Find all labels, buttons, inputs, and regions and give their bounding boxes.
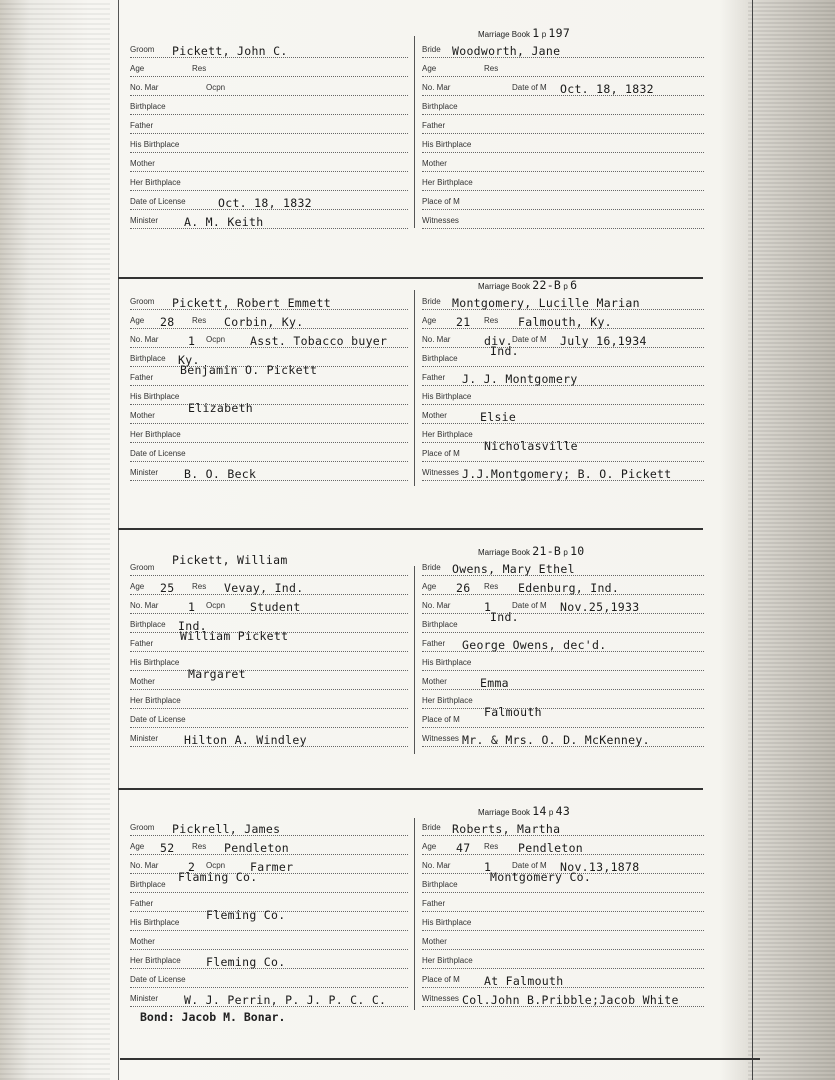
groom-his-birthplace-field-label: His Birthplace bbox=[130, 658, 180, 667]
bride-her-birthplace-field-label: Her Birthplace bbox=[422, 696, 473, 705]
bride-father-field-label: Father bbox=[422, 121, 446, 130]
groom-date-of-license-field-value: Oct. 18, 1832 bbox=[218, 196, 312, 210]
bride-age-res-field-label: Age bbox=[422, 64, 437, 73]
groom-age-res-field-label: Age bbox=[130, 582, 145, 591]
bride-his-birthplace-field-label: His Birthplace bbox=[422, 658, 472, 667]
bride-nomar-date-field-label: No. Mar bbox=[422, 861, 451, 870]
bride-age-res-field-value: 47 bbox=[456, 841, 471, 855]
groom-father-field bbox=[130, 116, 408, 134]
film-edge-left bbox=[0, 0, 110, 1080]
groom-age-res-field bbox=[130, 577, 408, 595]
bride-name-field-label: Bride bbox=[422, 297, 441, 306]
groom-name-field bbox=[130, 40, 408, 58]
groom-mother-field-label: Mother bbox=[130, 937, 155, 946]
groom-date-of-license-field bbox=[130, 970, 408, 988]
bride-age-res-field bbox=[422, 837, 704, 855]
bride-age-res-field-second-label: Res bbox=[484, 582, 499, 591]
bride-father-field bbox=[422, 368, 704, 386]
bride-place-of-m-field bbox=[422, 970, 704, 988]
groom-minister-field bbox=[130, 729, 408, 747]
groom-his-birthplace-field-label: His Birthplace bbox=[130, 392, 180, 401]
groom-nomar-ocpn-field bbox=[130, 78, 408, 96]
bride-age-res-field-label: Age bbox=[422, 316, 437, 325]
bride-his-birthplace-field-label: His Birthplace bbox=[422, 392, 472, 401]
groom-father-field bbox=[130, 629, 408, 652]
groom-age-res-field-second-label: Res bbox=[192, 842, 207, 851]
bride-witnesses-field-value: Col.John B.Pribble;Jacob White bbox=[462, 993, 679, 1007]
bride-birthplace-field-label: Birthplace bbox=[422, 880, 458, 889]
bride-his-birthplace-field bbox=[422, 135, 704, 153]
groom-nomar-ocpn-field-label: No. Mar bbox=[130, 601, 159, 610]
groom-mother-field-label: Mother bbox=[130, 677, 155, 686]
bride-age-res-field-second-label: Res bbox=[484, 316, 499, 325]
marriage-book-label: Marriage Book bbox=[478, 30, 533, 39]
groom-father-field-label: Father bbox=[130, 373, 154, 382]
groom-birthplace-field-label: Birthplace bbox=[130, 102, 166, 111]
bride-place-of-m-field-label: Place of M bbox=[422, 449, 460, 458]
groom-name-field bbox=[130, 292, 408, 310]
bride-age-res-field-second-label: Res bbox=[484, 842, 499, 851]
groom-her-birthplace-field-label: Her Birthplace bbox=[130, 956, 181, 965]
bride-nomar-date-field-label: No. Mar bbox=[422, 83, 451, 92]
groom-birthplace-field bbox=[130, 870, 408, 893]
right-margin-line bbox=[752, 0, 753, 1080]
bride-mother-field-label: Mother bbox=[422, 411, 447, 420]
groom-minister-field bbox=[130, 463, 408, 481]
groom-nomar-ocpn-field-second-label: Ocpn bbox=[206, 335, 226, 344]
bride-name-field-value: Roberts, Martha bbox=[452, 822, 561, 836]
groom-her-birthplace-field-value: Fleming Co. bbox=[206, 955, 286, 969]
bride-name-field bbox=[422, 292, 704, 310]
bride-witnesses-field bbox=[422, 989, 704, 1007]
bride-place-of-m-field-label: Place of M bbox=[422, 197, 460, 206]
groom-minister-field-value: B. O. Beck bbox=[184, 467, 257, 481]
groom-date-of-license-field bbox=[130, 710, 408, 728]
marriage-book-page: 10 bbox=[570, 544, 585, 558]
column-divider bbox=[414, 290, 415, 486]
groom-nomar-ocpn-field bbox=[130, 856, 408, 874]
bride-name-field-value: Owens, Mary Ethel bbox=[452, 562, 575, 576]
bride-her-birthplace-field-label: Her Birthplace bbox=[422, 178, 473, 187]
groom-birthplace-field bbox=[130, 97, 408, 115]
groom-minister-field-label: Minister bbox=[130, 216, 159, 225]
bride-mother-field bbox=[422, 406, 704, 424]
marriage-book-number: 21-B bbox=[532, 544, 562, 558]
bride-father-field-label: Father bbox=[422, 639, 446, 648]
marriage-book-number: 1 bbox=[532, 26, 540, 40]
bride-place-of-m-field bbox=[422, 192, 704, 210]
groom-mother-field bbox=[130, 154, 408, 172]
bride-name-field-value: Montgomery, Lucille Marian bbox=[452, 296, 640, 310]
groom-her-birthplace-field-label: Her Birthplace bbox=[130, 430, 181, 439]
bride-birthplace-field-value: Ind. bbox=[490, 610, 519, 624]
groom-nomar-ocpn-field bbox=[130, 596, 408, 614]
bride-name-field bbox=[422, 818, 704, 836]
bride-mother-field bbox=[422, 154, 704, 172]
bottom-line bbox=[120, 1058, 760, 1060]
marriage-book-page: 6 bbox=[570, 278, 578, 292]
bride-birthplace-field bbox=[422, 97, 704, 115]
groom-mother-field-label: Mother bbox=[130, 411, 155, 420]
groom-age-res-field bbox=[130, 59, 408, 77]
bride-place-of-m-field-value: Nicholasville bbox=[484, 439, 578, 453]
bride-nomar-date-field-second-value: July 16,1934 bbox=[560, 334, 647, 348]
column-divider bbox=[414, 36, 415, 228]
bond-note: Bond: Jacob M. Bonar. bbox=[140, 1010, 286, 1024]
bride-nomar-date-field-value: div. bbox=[484, 334, 513, 348]
bride-age-res-field-value: 26 bbox=[456, 581, 471, 595]
groom-mother-field-value: Elizabeth bbox=[188, 401, 254, 415]
bride-witnesses-field bbox=[422, 729, 704, 747]
groom-nomar-ocpn-field bbox=[130, 330, 408, 348]
record-separator bbox=[118, 277, 703, 279]
bride-place-of-m-field-label: Place of M bbox=[422, 975, 460, 984]
bride-father-field-value: J. J. Montgomery bbox=[462, 372, 578, 386]
bride-birthplace-field-label: Birthplace bbox=[422, 354, 458, 363]
bride-nomar-date-field-label: No. Mar bbox=[422, 601, 451, 610]
groom-mother-field bbox=[130, 667, 408, 690]
bride-birthplace-field-label: Birthplace bbox=[422, 102, 458, 111]
bride-age-res-field-second-value: Edenburg, Ind. bbox=[518, 581, 620, 595]
groom-father-field-label: Father bbox=[130, 121, 154, 130]
groom-her-birthplace-field bbox=[130, 691, 408, 709]
bride-place-of-m-field bbox=[422, 705, 704, 728]
bride-nomar-date-field-label: No. Mar bbox=[422, 335, 451, 344]
film-edge-right bbox=[748, 0, 835, 1080]
bride-age-res-field bbox=[422, 577, 704, 595]
marriage-book-page: 43 bbox=[555, 804, 571, 818]
groom-minister-field bbox=[130, 989, 408, 1007]
column-divider bbox=[414, 566, 415, 754]
marriage-book-header bbox=[478, 544, 585, 558]
groom-birthplace-field-label: Birthplace bbox=[130, 880, 166, 889]
bride-nomar-date-field bbox=[422, 78, 704, 96]
groom-name-field-value: Pickrell, James bbox=[172, 822, 281, 836]
groom-mother-field bbox=[130, 932, 408, 950]
bride-his-birthplace-field bbox=[422, 653, 704, 671]
bride-place-of-m-field-value: Falmouth bbox=[484, 705, 542, 719]
groom-nomar-ocpn-field-second-label: Ocpn bbox=[206, 83, 226, 92]
groom-date-of-license-field-label: Date of License bbox=[130, 197, 186, 206]
groom-nomar-ocpn-field-value: 1 bbox=[188, 334, 196, 348]
groom-date-of-license-field-label: Date of License bbox=[130, 975, 186, 984]
bride-nomar-date-field-second-label: Date of M bbox=[512, 83, 547, 92]
groom-his-birthplace-field-value: Fleming Co. bbox=[206, 908, 286, 922]
bride-mother-field bbox=[422, 932, 704, 950]
bride-birthplace-field bbox=[422, 870, 704, 893]
bride-birthplace-field-value: Ind. bbox=[490, 344, 519, 358]
bride-age-res-field bbox=[422, 59, 704, 77]
groom-nomar-ocpn-field-value: 2 bbox=[188, 860, 196, 874]
groom-age-res-field-value: 25 bbox=[160, 581, 175, 595]
groom-age-res-field-label: Age bbox=[130, 842, 145, 851]
bride-mother-field-value: Elsie bbox=[480, 410, 517, 424]
column-divider bbox=[414, 818, 415, 1010]
groom-minister-field bbox=[130, 211, 408, 229]
bride-name-field-label: Bride bbox=[422, 563, 441, 572]
page-prefix-label: p bbox=[561, 548, 571, 557]
bride-father-field-value: George Owens, dec'd. bbox=[462, 638, 607, 652]
bride-her-birthplace-field bbox=[422, 691, 704, 709]
bride-father-field-label: Father bbox=[422, 899, 446, 908]
left-margin-line bbox=[118, 0, 119, 1080]
bride-place-of-m-field-value: At Falmouth bbox=[484, 974, 564, 988]
groom-nomar-ocpn-field-second-label: Ocpn bbox=[206, 861, 226, 870]
groom-name-field-label: Groom bbox=[130, 823, 155, 832]
bride-father-field-label: Father bbox=[422, 373, 446, 382]
bride-age-res-field-second-value: Pendleton bbox=[518, 841, 584, 855]
groom-her-birthplace-field-label: Her Birthplace bbox=[130, 178, 181, 187]
record-separator bbox=[118, 528, 703, 530]
groom-nomar-ocpn-field-value: 1 bbox=[188, 600, 196, 614]
bride-his-birthplace-field-label: His Birthplace bbox=[422, 918, 472, 927]
groom-date-of-license-field bbox=[130, 192, 408, 210]
groom-age-res-field-value: 52 bbox=[160, 841, 175, 855]
bride-witnesses-field-label: Witnesses bbox=[422, 734, 459, 743]
bride-birthplace-field-value: Montgomery Co. bbox=[490, 870, 592, 884]
groom-date-of-license-field-label: Date of License bbox=[130, 449, 186, 458]
groom-name-field-value: Pickett, William bbox=[172, 553, 288, 567]
marriage-book-label: Marriage Book bbox=[478, 548, 533, 557]
groom-birthplace-field-value: Ind. bbox=[178, 619, 207, 633]
marriage-book-header bbox=[478, 26, 570, 40]
bride-his-birthplace-field bbox=[422, 913, 704, 931]
bride-mother-field bbox=[422, 672, 704, 690]
groom-his-birthplace-field bbox=[130, 135, 408, 153]
bride-witnesses-field bbox=[422, 463, 704, 481]
bride-nomar-date-field-second-value: Nov.25,1933 bbox=[560, 600, 640, 614]
marriage-book-number: 14 bbox=[532, 804, 547, 818]
groom-age-res-field-second-value: Vevay, Ind. bbox=[224, 581, 304, 595]
bride-mother-field-value: Emma bbox=[480, 676, 509, 690]
groom-name-field-value: Pickett, John C. bbox=[172, 44, 288, 58]
groom-father-field bbox=[130, 363, 408, 386]
groom-age-res-field-label: Age bbox=[130, 64, 145, 73]
bride-nomar-date-field bbox=[422, 330, 704, 348]
bride-her-birthplace-field bbox=[422, 173, 704, 191]
groom-mother-field bbox=[130, 401, 408, 424]
bride-his-birthplace-field bbox=[422, 387, 704, 405]
bride-age-res-field-label: Age bbox=[422, 842, 437, 851]
groom-minister-field-label: Minister bbox=[130, 468, 159, 477]
bride-witnesses-field-label: Witnesses bbox=[422, 994, 459, 1003]
groom-age-res-field-value: 28 bbox=[160, 315, 175, 329]
marriage-book-header bbox=[478, 804, 570, 818]
bride-father-field bbox=[422, 634, 704, 652]
groom-her-birthplace-field bbox=[130, 951, 408, 969]
bride-father-field bbox=[422, 894, 704, 912]
bride-place-of-m-field bbox=[422, 439, 704, 462]
groom-nomar-ocpn-field-label: No. Mar bbox=[130, 83, 159, 92]
groom-age-res-field-second-label: Res bbox=[192, 582, 207, 591]
groom-nomar-ocpn-field-label: No. Mar bbox=[130, 335, 159, 344]
groom-date-of-license-field-label: Date of License bbox=[130, 715, 186, 724]
groom-father-field-value: Benjamin O. Pickett bbox=[180, 363, 318, 377]
groom-age-res-field-label: Age bbox=[130, 316, 145, 325]
bride-her-birthplace-field-label: Her Birthplace bbox=[422, 956, 473, 965]
bride-birthplace-field-label: Birthplace bbox=[422, 620, 458, 629]
groom-age-res-field-second-value: Corbin, Ky. bbox=[224, 315, 304, 329]
bride-age-res-field bbox=[422, 311, 704, 329]
bride-father-field bbox=[422, 116, 704, 134]
bride-nomar-date-field bbox=[422, 596, 704, 614]
groom-name-field-value: Pickett, Robert Emmett bbox=[172, 296, 331, 310]
marriage-book-header bbox=[478, 278, 577, 292]
bride-place-of-m-field-label: Place of M bbox=[422, 715, 460, 724]
groom-his-birthplace-field-label: His Birthplace bbox=[130, 918, 180, 927]
groom-nomar-ocpn-field-label: No. Mar bbox=[130, 861, 159, 870]
groom-name-field-label: Groom bbox=[130, 563, 155, 572]
bride-witnesses-field-label: Witnesses bbox=[422, 468, 459, 477]
bride-nomar-date-field-second-label: Date of M bbox=[512, 861, 547, 870]
groom-father-field-label: Father bbox=[130, 899, 154, 908]
groom-minister-field-label: Minister bbox=[130, 994, 159, 1003]
bride-mother-field-label: Mother bbox=[422, 677, 447, 686]
groom-minister-field-value: W. J. Perrin, P. J. P. C. C. bbox=[184, 993, 387, 1007]
groom-birthplace-field-value: Ky. bbox=[178, 353, 200, 367]
groom-her-birthplace-field-label: Her Birthplace bbox=[130, 696, 181, 705]
bride-age-res-field-second-value: Falmouth, Ky. bbox=[518, 315, 612, 329]
marriage-book-number: 22-B bbox=[532, 278, 562, 292]
bride-name-field-label: Bride bbox=[422, 823, 441, 832]
bride-nomar-date-field-value: 1 bbox=[484, 600, 492, 614]
bride-witnesses-field-label: Witnesses bbox=[422, 216, 459, 225]
groom-age-res-field bbox=[130, 837, 408, 855]
groom-her-birthplace-field bbox=[130, 425, 408, 443]
bride-age-res-field-second-label: Res bbox=[484, 64, 499, 73]
groom-birthplace-field-label: Birthplace bbox=[130, 620, 166, 629]
groom-her-birthplace-field bbox=[130, 173, 408, 191]
bride-nomar-date-field-second-value: Oct. 18, 1832 bbox=[560, 82, 654, 96]
groom-his-birthplace-field-label: His Birthplace bbox=[130, 140, 180, 149]
groom-nomar-ocpn-field-second-value: Student bbox=[250, 600, 301, 614]
bride-her-birthplace-field bbox=[422, 951, 704, 969]
groom-nomar-ocpn-field-second-value: Farmer bbox=[250, 860, 294, 874]
groom-mother-field-value: Margaret bbox=[188, 667, 246, 681]
groom-minister-field-value: A. M. Keith bbox=[184, 215, 264, 229]
groom-name-field bbox=[130, 553, 408, 576]
bride-nomar-date-field-second-label: Date of M bbox=[512, 335, 547, 344]
record-separator bbox=[118, 788, 703, 790]
bride-birthplace-field bbox=[422, 610, 704, 633]
bride-name-field bbox=[422, 40, 704, 58]
groom-nomar-ocpn-field-second-label: Ocpn bbox=[206, 601, 226, 610]
groom-nomar-ocpn-field-second-value: Asst. Tobacco buyer bbox=[250, 334, 388, 348]
marriage-book-page: 197 bbox=[548, 26, 571, 40]
bride-age-res-field-label: Age bbox=[422, 582, 437, 591]
bride-name-field bbox=[422, 558, 704, 576]
page-prefix-label: p bbox=[561, 282, 571, 291]
bride-mother-field-label: Mother bbox=[422, 937, 447, 946]
groom-age-res-field-second-value: Pendleton bbox=[224, 841, 290, 855]
groom-name-field-label: Groom bbox=[130, 297, 155, 306]
marriage-book-label: Marriage Book bbox=[478, 808, 533, 817]
groom-date-of-license-field bbox=[130, 444, 408, 462]
bride-witnesses-field-value: J.J.Montgomery; B. O. Pickett bbox=[462, 467, 672, 481]
groom-his-birthplace-field bbox=[130, 653, 408, 671]
groom-minister-field-label: Minister bbox=[130, 734, 159, 743]
bride-witnesses-field-value: Mr. & Mrs. O. D. McKenney. bbox=[462, 733, 650, 747]
bride-name-field-label: Bride bbox=[422, 45, 441, 54]
groom-birthplace-field-label: Birthplace bbox=[130, 354, 166, 363]
page-prefix-label: p bbox=[546, 808, 556, 817]
groom-name-field bbox=[130, 818, 408, 836]
bride-birthplace-field bbox=[422, 344, 704, 367]
groom-mother-field-label: Mother bbox=[130, 159, 155, 168]
bride-witnesses-field bbox=[422, 211, 704, 229]
bride-her-birthplace-field-label: Her Birthplace bbox=[422, 430, 473, 439]
bride-his-birthplace-field-label: His Birthplace bbox=[422, 140, 472, 149]
marriage-book-label: Marriage Book bbox=[478, 282, 533, 291]
bride-nomar-date-field-second-label: Date of M bbox=[512, 601, 547, 610]
bride-name-field-value: Woodworth, Jane bbox=[452, 44, 561, 58]
bride-age-res-field-value: 21 bbox=[456, 315, 471, 329]
groom-his-birthplace-field bbox=[130, 387, 408, 405]
groom-age-res-field bbox=[130, 311, 408, 329]
bride-nomar-date-field-value: 1 bbox=[484, 860, 492, 874]
groom-name-field-label: Groom bbox=[130, 45, 155, 54]
groom-age-res-field-second-label: Res bbox=[192, 64, 207, 73]
groom-father-field-label: Father bbox=[130, 639, 154, 648]
bride-nomar-date-field-second-value: Nov.13,1878 bbox=[560, 860, 640, 874]
page-prefix-label: p bbox=[539, 30, 549, 39]
bride-mother-field-label: Mother bbox=[422, 159, 447, 168]
groom-father-field-value: William Pickett bbox=[180, 629, 289, 643]
groom-his-birthplace-field bbox=[130, 908, 408, 931]
groom-birthplace-field-value: Flaming Co. bbox=[178, 870, 258, 884]
groom-age-res-field-second-label: Res bbox=[192, 316, 207, 325]
groom-minister-field-value: Hilton A. Windley bbox=[184, 733, 307, 747]
